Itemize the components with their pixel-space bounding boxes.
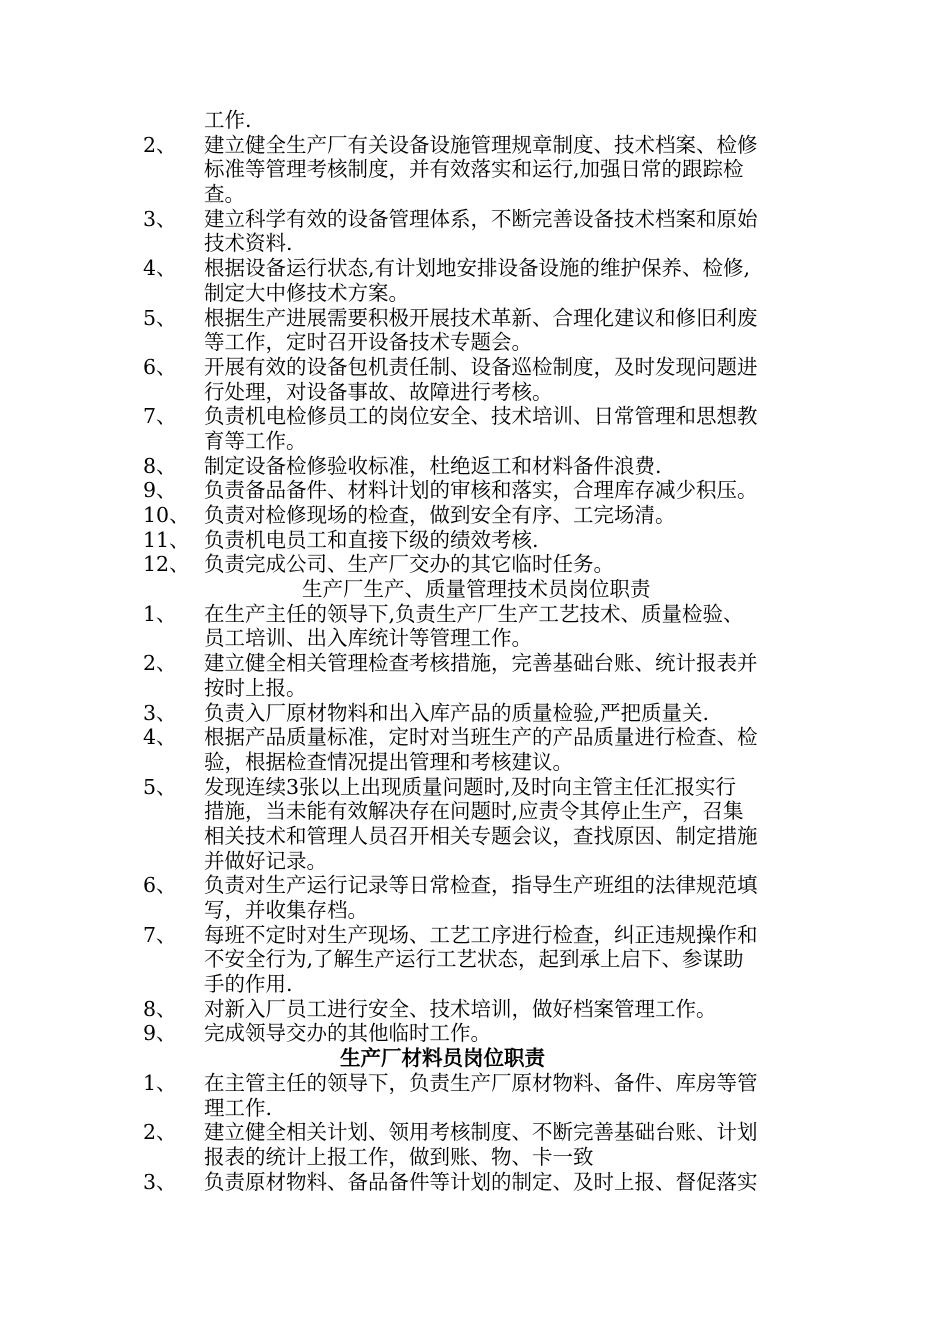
list-item-text: 建立健全生产厂有关设备设施管理规章制度、技术档案、检修 [204, 132, 758, 157]
list-item-text: 对新入厂员工进行安全、技术培训，做好档案管理工作。 [204, 996, 717, 1021]
list-item-text: 根据设备运行状态,有计划地安排设备设施的维护保养、检修, [204, 256, 751, 281]
list-item-line [0, 898, 950, 923]
list-item-text: 员工培训、出入库统计等管理工作。 [204, 626, 532, 651]
list-item-line [0, 849, 950, 874]
list-item-text: 负责完成公司、生产厂交办的其它临时任务。 [204, 552, 614, 577]
list-item-number: 5、 [143, 774, 177, 799]
list-item-text: 写，并收集存档。 [204, 898, 368, 922]
list-item-number: 3、 [143, 206, 177, 231]
list-item-line [0, 207, 950, 232]
list-item-line [0, 824, 950, 849]
list-item-line [0, 602, 950, 627]
list-item-number: 6、 [143, 354, 177, 379]
list-item-line [0, 1071, 950, 1096]
list-item-text: 技术资料. [204, 231, 293, 256]
list-item-text: 负责对生产运行记录等日常检查，指导生产班组的法律规范填 [204, 873, 758, 898]
list-item-text: 理工作. [204, 1095, 273, 1120]
list-item-text: 验，根据检查情况提出管理和考核建议。 [204, 749, 573, 774]
list-item-line [0, 676, 950, 701]
list-item-text: 负责入厂原材物料和出入库产品的质量检验,严把质量关. [204, 700, 710, 725]
list-item-text: 并做好记录。 [204, 848, 327, 873]
list-item-line [0, 750, 950, 775]
list-item-line [0, 157, 950, 182]
list-item-text: 发现连续3张以上出现质量问题时,及时向主管主任汇报实行 [204, 774, 737, 799]
section-heading-row [0, 577, 950, 602]
list-item-line [0, 947, 950, 972]
list-item-number: 11、 [143, 527, 190, 552]
list-item-line [0, 429, 950, 454]
list-item-number: 2、 [143, 651, 177, 676]
list-item-number: 8、 [143, 996, 177, 1021]
list-item-text: 工作. [204, 108, 252, 132]
document-page [0, 108, 950, 1194]
list-item-line [0, 626, 950, 651]
list-item-number: 3、 [143, 1169, 177, 1194]
list-item-number: 6、 [143, 873, 177, 898]
list-item-line [0, 355, 950, 380]
list-item-line [0, 478, 950, 503]
list-item-number: 12、 [143, 552, 190, 577]
list-item-line [0, 1145, 950, 1170]
list-item-text: 按时上报。 [204, 675, 307, 700]
list-item-number: 9、 [143, 1021, 177, 1046]
list-item-line [0, 404, 950, 429]
list-item-text: 手的作用. [204, 972, 293, 997]
list-item-text: 标准等管理考核制度，并有效落实和运行,加强日常的跟踪检 [204, 157, 744, 182]
list-item-number: 7、 [143, 922, 177, 947]
list-item-number: 2、 [143, 1120, 177, 1145]
list-item-text: 根据产品质量标准，定时对当班生产的产品质量进行检查、检 [204, 725, 758, 750]
list-item-line [0, 281, 950, 306]
section-heading: 生产厂材料员岗位职责 [340, 1046, 545, 1071]
list-item-number: 5、 [143, 305, 177, 330]
list-item-text: 负责备品备件、材料计划的审核和落实，合理库存减少积压。 [204, 478, 758, 503]
list-item-line [0, 108, 950, 133]
list-item-number: 7、 [143, 404, 177, 429]
list-item-line [0, 552, 950, 577]
list-item-line [0, 182, 950, 207]
list-item-text: 在生产主任的领导下,负责生产厂生产工艺技术、质量检验、 [204, 601, 744, 626]
list-item-line [0, 1096, 950, 1121]
list-item-number: 1、 [143, 1070, 177, 1095]
list-item-line [0, 380, 950, 405]
list-item-number: 10、 [143, 503, 190, 527]
list-item-line [0, 503, 950, 528]
list-item-text: 相关技术和管理人员召开相关专题会议，查找原因、制定措施 [204, 823, 758, 848]
list-item-number: 2、 [143, 132, 177, 157]
list-item-text: 等工作，定时召开设备技术专题会。 [204, 330, 532, 355]
list-item-text: 负责机电检修员工的岗位安全、技术培训、日常管理和思想教 [204, 404, 758, 429]
list-item-line [0, 256, 950, 281]
list-item-line [0, 701, 950, 726]
list-item-line [0, 923, 950, 948]
list-item-number: 4、 [143, 256, 177, 281]
list-item-line [0, 133, 950, 158]
list-item-text: 制定设备检修验收标准，杜绝返工和材料备件浪费. [204, 453, 662, 478]
list-item-text: 建立健全相关管理检查考核措施，完善基础台账、统计报表并 [204, 651, 758, 676]
list-item-line [0, 231, 950, 256]
list-item-text: 行处理，对设备事故、故障进行考核。 [204, 379, 553, 404]
list-item-text: 负责对检修现场的检查，做到安全有序、工完场清。 [204, 503, 676, 527]
list-item-text: 报表的统计上报工作，做到账、物、卡一致 [204, 1144, 594, 1169]
list-item-line [0, 775, 950, 800]
list-item-text: 制定大中修技术方案。 [204, 280, 409, 305]
list-item-number: 1、 [143, 601, 177, 626]
list-item-line [0, 306, 950, 331]
list-item-line [0, 651, 950, 676]
list-item-line [0, 725, 950, 750]
list-item-text: 在主管主任的领导下，负责生产厂原材物料、备件、库房等管 [204, 1070, 758, 1095]
list-item-text: 完成领导交办的其他临时工作。 [204, 1021, 491, 1046]
list-item-line [0, 528, 950, 553]
list-item-line [0, 1120, 950, 1145]
list-item-text: 不安全行为,了解生产运行工艺状态，起到承上启下、参谋助 [204, 947, 744, 972]
list-item-text: 措施，当未能有效解决存在问题时,应责令其停止生产，召集 [204, 799, 744, 824]
list-item-line [0, 799, 950, 824]
list-item-text: 负责原材物料、备品备件等计划的制定、及时上报、督促落实 [204, 1169, 758, 1194]
list-item-number: 4、 [143, 725, 177, 750]
list-item-number: 9、 [143, 478, 177, 503]
list-item-text: 负责机电员工和直接下级的绩效考核. [204, 527, 539, 552]
list-item-line [0, 454, 950, 479]
list-item-line [0, 1170, 950, 1195]
list-item-text: 根据生产进展需要积极开展技术革新、合理化建议和修旧利废 [204, 305, 758, 330]
list-item-line [0, 997, 950, 1022]
list-item-line [0, 330, 950, 355]
section-heading: 生产厂生产、质量管理技术员岗位职责 [302, 577, 651, 602]
list-item-number: 8、 [143, 453, 177, 478]
list-item-text: 建立科学有效的设备管理体系，不断完善设备技术档案和原始 [204, 206, 758, 231]
list-item-line [0, 873, 950, 898]
list-item-text: 每班不定时对生产现场、工艺工序进行检查，纠正违规操作和 [204, 922, 758, 947]
list-item-line [0, 972, 950, 997]
list-item-number: 3、 [143, 700, 177, 725]
list-item-text: 查。 [204, 182, 245, 207]
list-item-text: 建立健全相关计划、领用考核制度、不断完善基础台账、计划 [204, 1120, 758, 1145]
list-item-line [0, 1021, 950, 1046]
list-item-text: 育等工作。 [204, 428, 307, 453]
section-heading-row [0, 1046, 950, 1071]
list-item-text: 开展有效的设备包机责任制、设备巡检制度，及时发现问题进 [204, 354, 758, 379]
